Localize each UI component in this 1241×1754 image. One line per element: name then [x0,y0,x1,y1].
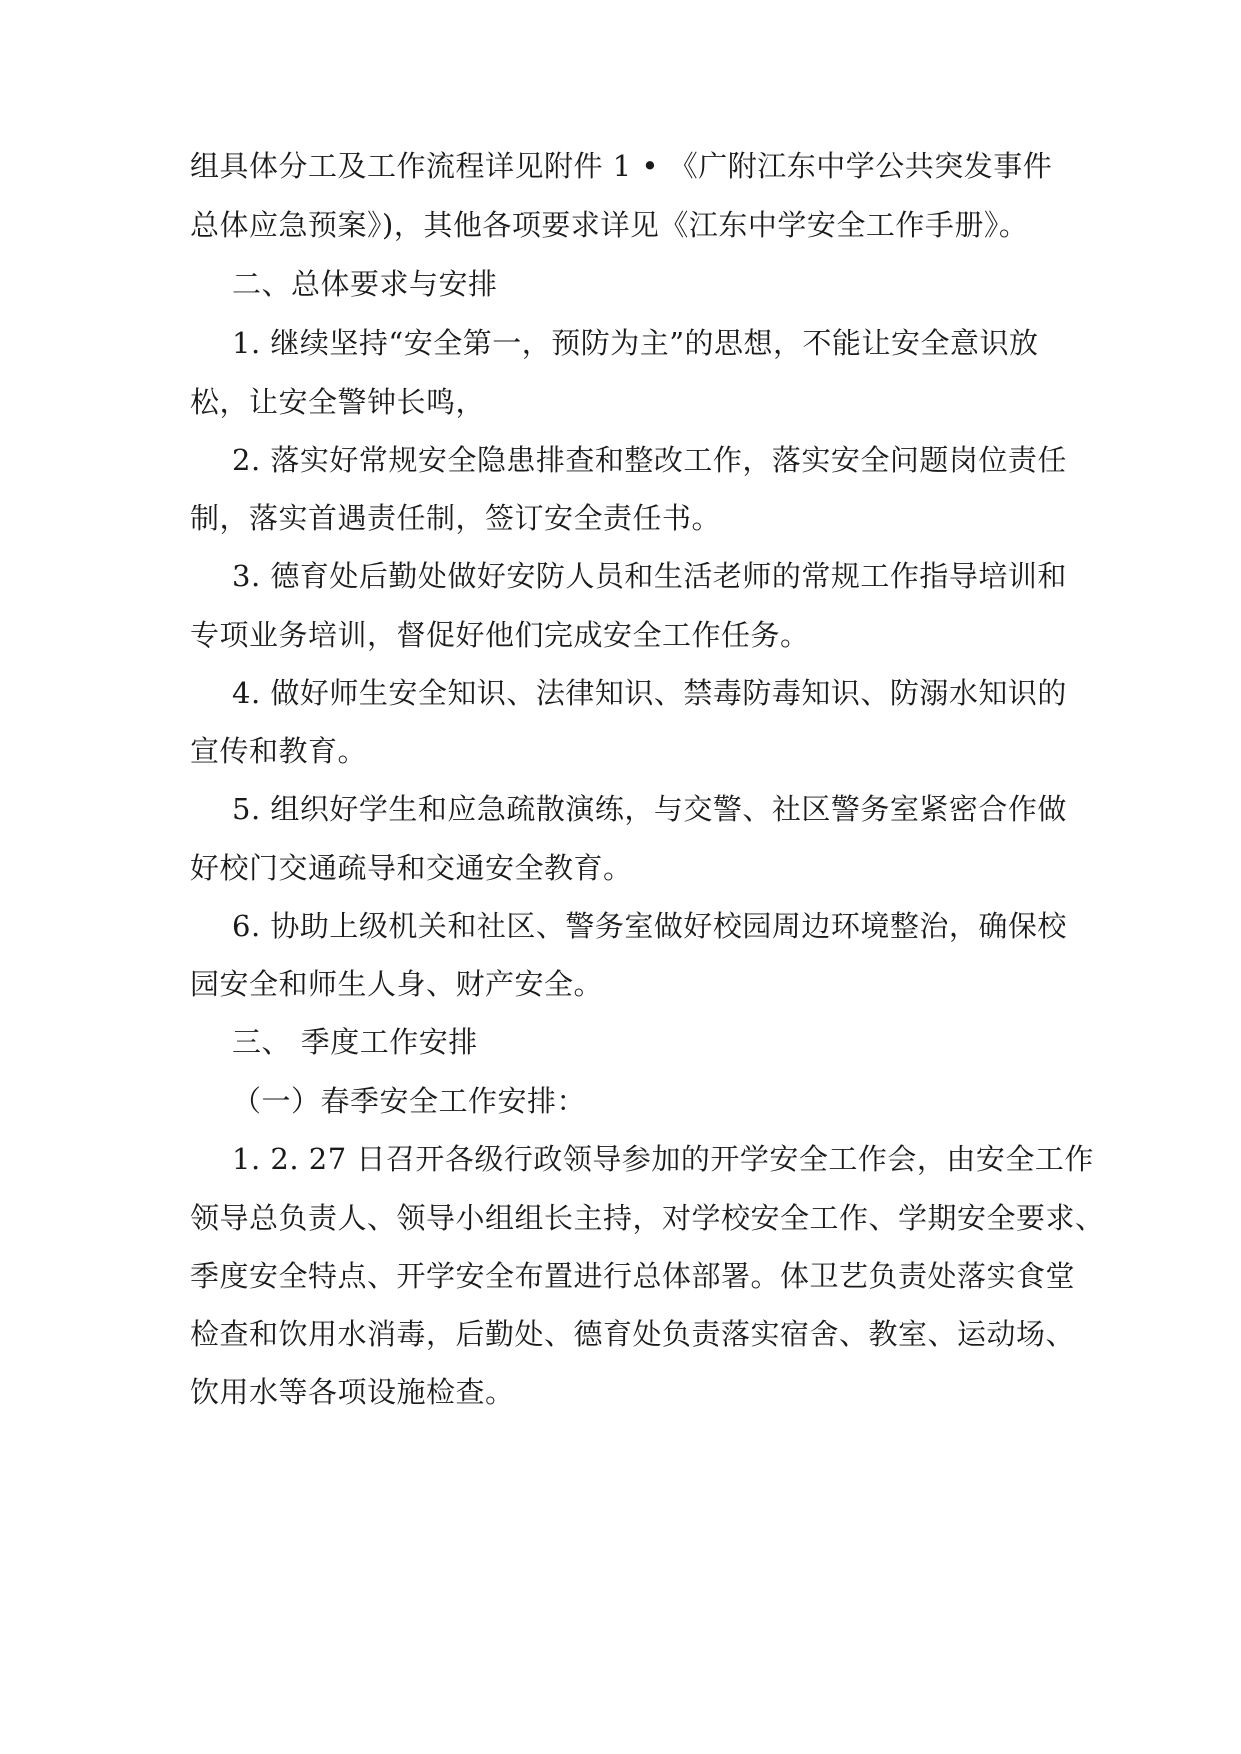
text-line: 制，落实首遇责任制，签订安全责任书。 [190,501,722,535]
text-line: 专项业务培训，督促好他们完成安全工作任务。 [190,618,810,652]
text-line: 饮用水等各项设施检查。 [190,1375,515,1409]
text-line: 宣传和教育。 [190,734,368,768]
text-line: 1. 继续坚持“安全第一，预防为主”的思想，不能让安全意识放 [232,326,1039,360]
text-line: 松，让安全警钟长鸣， [190,385,486,419]
text-line: 季度安全特点、开学安全布置进行总体部署。体卫艺负责处落实食堂 [190,1259,1076,1293]
section-heading: 三、 季度工作安排 [232,1025,478,1059]
text-line: 园安全和师生人身、财产安全。 [190,967,604,1001]
text-line: 5. 组织好学生和应急疏散演练，与交警、社区警务室紧密合作做 [232,792,1067,826]
text-line: 2. 落实好常规安全隐患排查和整改工作，落实安全问题岗位责任 [232,443,1067,477]
text-line: 6. 协助上级机关和社区、警务室做好校园周边环境整治，确保校 [232,909,1067,943]
text-line: 好校门交通疏导和交通安全教育。 [190,851,633,885]
section-heading: 二、总体要求与安排 [232,267,498,301]
text-line: 1. 2. 27 日召开各级行政领导参加的开学安全工作会，由安全工作 [232,1142,1094,1176]
text-line: 总体应急预案》)，其他各项要求详见《江东中学安全工作手册》。 [190,208,1029,242]
text-line: 检查和饮用水消毒，后勤处、德育处负责落实宿舍、教室、运动场、 [190,1317,1076,1351]
text-line: 领导总负责人、领导小组组长主持，对学校安全工作、学期安全要求、 [190,1201,1105,1235]
text-line: 4. 做好师生安全知识、法律知识、禁毒防毒知识、防溺水知识的 [232,676,1067,710]
text-line: 组具体分工及工作流程详见附件 1 • 《广附江东中学公共突发事件 [190,149,1053,183]
text-line: 3. 德育处后勤处做好安防人员和生活老师的常规工作指导培训和 [232,559,1067,593]
subsection-heading: （一）春季安全工作安排： [232,1084,587,1118]
